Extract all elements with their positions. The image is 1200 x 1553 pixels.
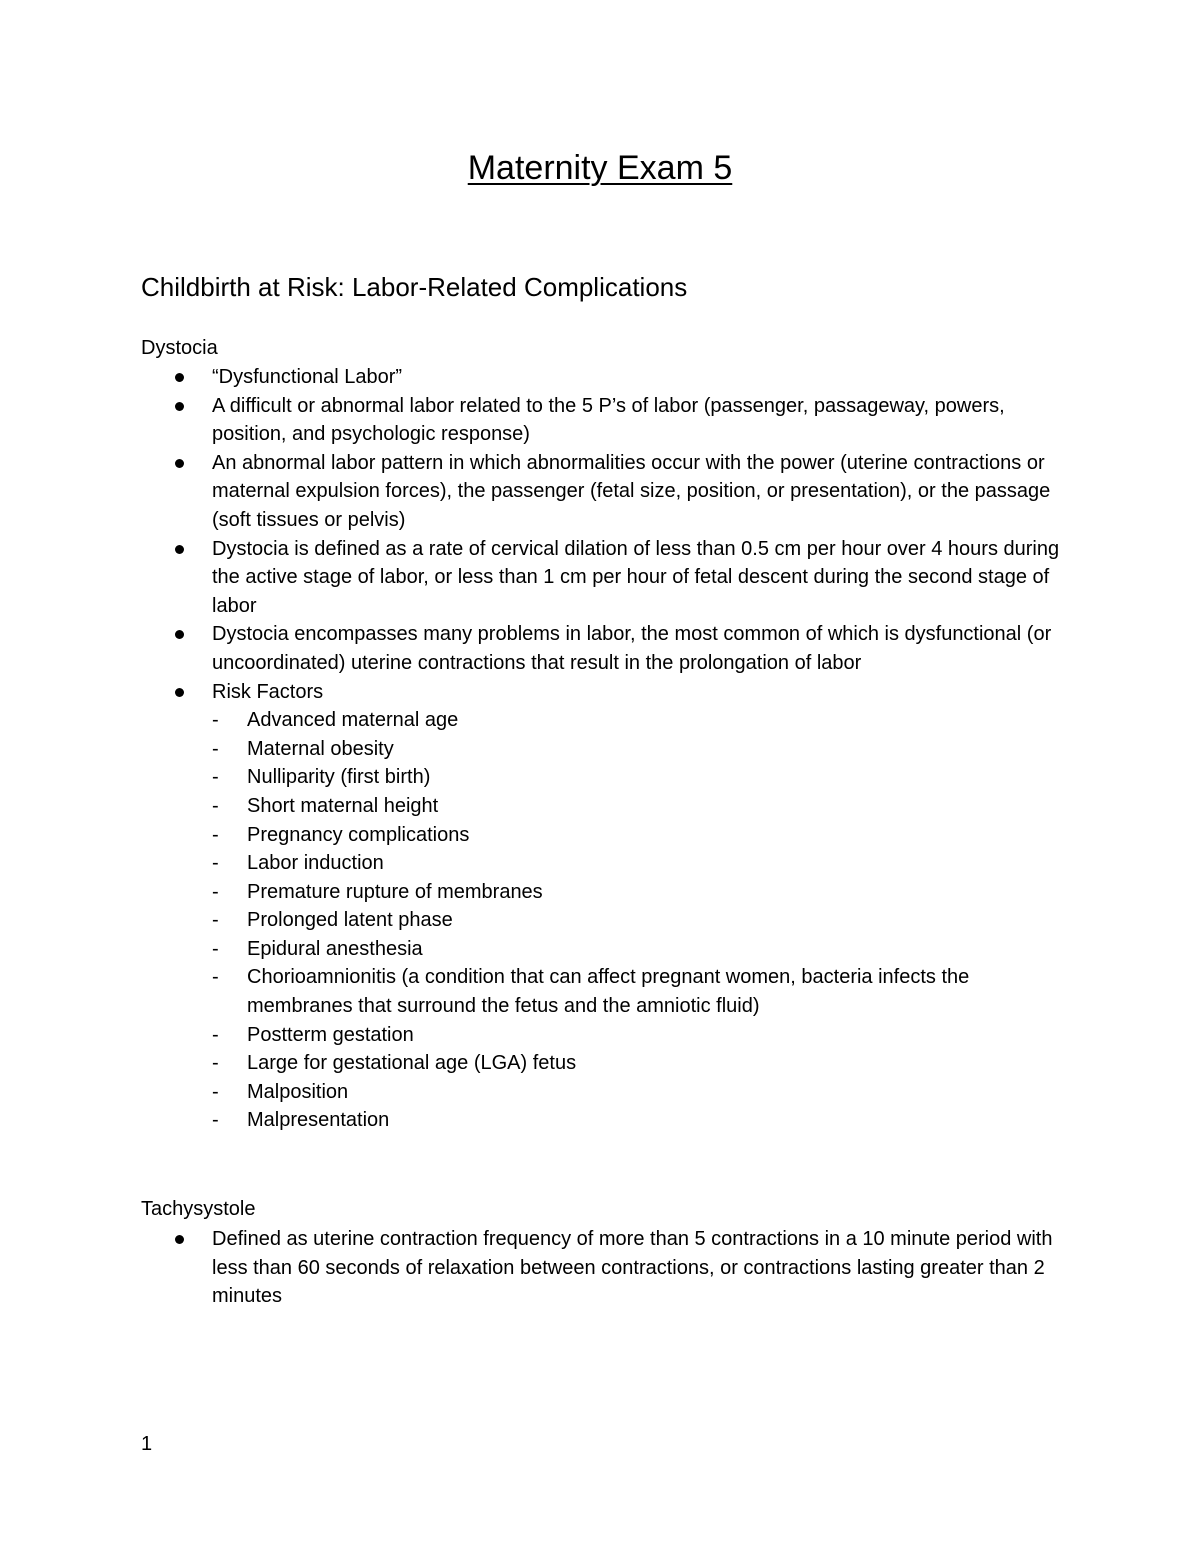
risk-factor-item: Chorioamnionitis (a condition that can affect pregnant women, bacteria infects the membranes that surround the fetus and the amniotic fluid) [247, 966, 970, 1018]
bullet-icon [175, 688, 184, 697]
list-item [212, 1021, 1062, 1050]
risk-factor-item: Pregnancy complications [247, 823, 470, 846]
list-item [212, 906, 1062, 935]
list-item [0, 620, 1062, 677]
bullet-icon [175, 459, 184, 468]
dash-icon: - [212, 1052, 219, 1075]
bullet-icon [175, 402, 184, 411]
risk-factor-item: Short maternal height [247, 794, 439, 817]
risk-factor-item: Epidural anesthesia [247, 937, 423, 960]
list-item [212, 878, 1062, 907]
list-item [212, 935, 1062, 964]
dash-icon: - [212, 737, 219, 760]
risk-factor-item: Maternal obesity [247, 737, 394, 760]
dystocia-bullet-1: “Dysfunctional Labor” [212, 366, 403, 388]
list-item [212, 849, 1062, 878]
risk-factor-item: Prolonged latent phase [247, 909, 453, 932]
dash-icon: - [212, 1080, 219, 1103]
dystocia-bullet-2: A difficult or abnormal labor related to the 5 P’s of labor (passenger, passageway, powers, position, and psychologic response) [212, 394, 1005, 446]
document-title-text: Maternity Exam 5 [467, 149, 733, 187]
list-item [212, 1078, 1062, 1107]
list-item [212, 792, 1062, 821]
document-title [0, 146, 1200, 190]
tachysystole-heading: Tachysystole [141, 1198, 256, 1220]
bullet-icon [175, 373, 184, 382]
risk-factor-item: Malpresentation [247, 1109, 390, 1132]
risk-factor-item: Advanced maternal age [247, 709, 459, 732]
risk-factor-item: Premature rupture of membranes [247, 880, 543, 903]
tachysystole-bullet-1: Defined as uterine contraction frequency of more than 5 contractions in a 10 minute period with less than 60 seconds of relaxation between contractions, or contractions lasting greater than 2 minutes [212, 1228, 1053, 1308]
list-item [212, 1106, 1062, 1135]
list-item [0, 392, 1062, 449]
dash-icon: - [212, 1109, 219, 1132]
section-heading: Childbirth at Risk: Labor-Related Complications [141, 272, 688, 302]
risk-factor-item: Nulliparity (first birth) [247, 766, 431, 789]
list-item [0, 363, 1062, 392]
dash-icon: - [212, 909, 219, 932]
dash-icon: - [212, 852, 219, 875]
bullet-icon [175, 545, 184, 554]
dash-icon: - [212, 794, 219, 817]
risk-factor-item: Labor induction [247, 852, 384, 875]
dash-icon: - [212, 823, 219, 846]
dash-icon: - [212, 880, 219, 903]
list-item [0, 535, 1062, 621]
page-number: 1 [141, 1433, 153, 1455]
list-item [212, 735, 1062, 764]
risk-factors-label: Risk Factors [212, 680, 324, 703]
list-item [212, 963, 1062, 1020]
list-item [0, 1225, 1062, 1311]
risk-factor-item: Postterm gestation [247, 1023, 414, 1046]
risk-factor-item: Large for gestational age (LGA) fetus [247, 1052, 577, 1075]
dash-icon: - [212, 766, 219, 789]
risk-factors-list [212, 706, 1062, 1135]
dash-icon: - [212, 709, 219, 732]
dash-icon: - [212, 966, 219, 989]
dystocia-bullet-4: Dystocia is defined as a rate of cervical dilation of less than 0.5 cm per hour over 4 hours during the active stage of labor, or less than 1 cm per hour of fetal descent during the second stage of labor [212, 537, 1060, 617]
list-item [0, 678, 1062, 1136]
list-item [212, 706, 1062, 735]
bullet-icon [175, 1235, 184, 1244]
list-item [212, 821, 1062, 850]
dash-icon: - [212, 1023, 219, 1046]
list-item [212, 1049, 1062, 1078]
list-item [212, 763, 1062, 792]
list-item [0, 449, 1062, 535]
dystocia-heading: Dystocia [141, 337, 218, 359]
dystocia-bullet-5: Dystocia encompasses many problems in labor, the most common of which is dysfunctional (or uncoordinated) uterine contractions that result in the prolongation of labor [212, 623, 1052, 674]
dystocia-bullet-list [0, 363, 1200, 1135]
bullet-icon [175, 630, 184, 639]
tachysystole-bullet-list [0, 1225, 1200, 1311]
dystocia-bullet-3: An abnormal labor pattern in which abnormalities occur with the power (uterine contractions or maternal expulsion forces), the passenger (fetal size, position, or presentation), or the passage (soft tissues or pelvis) [212, 451, 1051, 531]
dash-icon: - [212, 937, 219, 960]
risk-factor-item: Malposition [247, 1080, 349, 1103]
